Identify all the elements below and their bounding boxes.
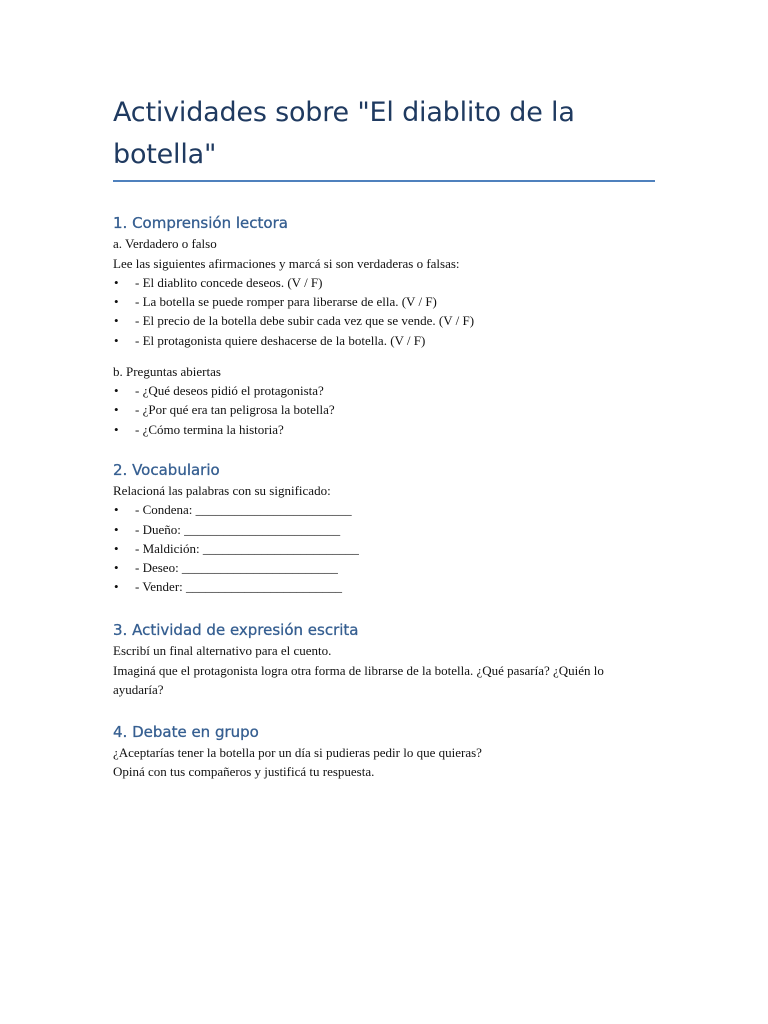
vocabulary-instruction: Relacioná las palabras con su significado:	[113, 482, 331, 498]
part-b-label: b. Preguntas abiertas	[113, 363, 221, 379]
bullet-icon: •	[114, 521, 119, 537]
document-title: Actividades sobre "El diablito de la botella"	[113, 97, 575, 170]
list-item	[113, 539, 655, 558]
bullet-icon: •	[114, 383, 119, 399]
debate-question: ¿Aceptarías tener la botella por un día si pudieras pedir lo que quieras?	[113, 744, 482, 760]
statement-text: - El protagonista quiere deshacerse de la botella. (V / F)	[135, 332, 426, 348]
statement-text: - El diablito concede deseos. (V / F)	[135, 275, 323, 290]
bullet-icon: •	[114, 332, 119, 348]
bullet-icon: •	[114, 502, 119, 518]
bullet-icon: •	[114, 559, 119, 575]
document-page	[113, 92, 655, 782]
question-text: - ¿Cómo termina la historia?	[135, 421, 284, 437]
bullet-icon: •	[114, 540, 119, 556]
list-item	[113, 520, 655, 539]
title-underline	[113, 180, 655, 182]
bullet-icon: •	[114, 294, 119, 310]
vocabulary-word: - Dueño: ________________________	[135, 521, 341, 537]
bullet-icon: •	[114, 579, 119, 595]
debate-instruction: Opiná con tus compañeros y justificá tu respuesta.	[113, 764, 375, 780]
true-false-list	[113, 273, 655, 350]
vocabulary-word: - Maldición: ________________________	[135, 540, 359, 556]
bullet-icon: •	[114, 421, 119, 437]
bullet-icon: •	[114, 402, 119, 418]
list-item	[113, 273, 655, 292]
statement-text: - La botella se puede romper para liberarse de ella. (V / F)	[135, 294, 437, 310]
question-text: - ¿Por qué era tan peligrosa la botella?	[135, 402, 335, 418]
statement-text: - El precio de la botella debe subir cada vez que se vende. (V / F)	[135, 313, 475, 329]
vocabulary-list	[113, 500, 655, 596]
list-item	[113, 400, 655, 419]
writing-task-prompt: Imaginá que el protagonista logra otra forma de librarse de la botella. ¿Qué pasaría? ¿Quién lo ayudaría?	[113, 662, 604, 698]
list-item	[113, 500, 655, 519]
list-item	[113, 311, 655, 330]
list-item	[113, 331, 655, 350]
list-item	[113, 420, 655, 439]
section-heading-expresion-escrita: 3. Actividad de expresión escrita	[113, 621, 359, 640]
bullet-icon: •	[114, 313, 119, 329]
list-item	[113, 558, 655, 577]
list-item	[113, 381, 655, 400]
vocabulary-word: - Condena: ________________________	[135, 502, 352, 518]
part-a-instruction: Lee las siguientes afirmaciones y marcá si son verdaderas o falsas:	[113, 255, 460, 271]
section-heading-debate: 4. Debate en grupo	[113, 722, 259, 741]
list-item	[113, 577, 655, 596]
list-item	[113, 292, 655, 311]
section-heading-comprension: 1. Comprensión lectora	[113, 214, 288, 232]
vocabulary-word: - Deseo: ________________________	[135, 559, 338, 575]
vocabulary-word: - Vender: ________________________	[135, 579, 343, 595]
open-questions-list	[113, 381, 655, 439]
section-heading-vocabulario: 2. Vocabulario	[113, 460, 220, 479]
writing-task-line: Escribí un final alternativo para el cuento.	[113, 643, 332, 659]
part-a-label: a. Verdadero o falso	[113, 236, 217, 251]
question-text: - ¿Qué deseos pidió el protagonista?	[135, 383, 324, 399]
bullet-icon: •	[114, 275, 119, 290]
